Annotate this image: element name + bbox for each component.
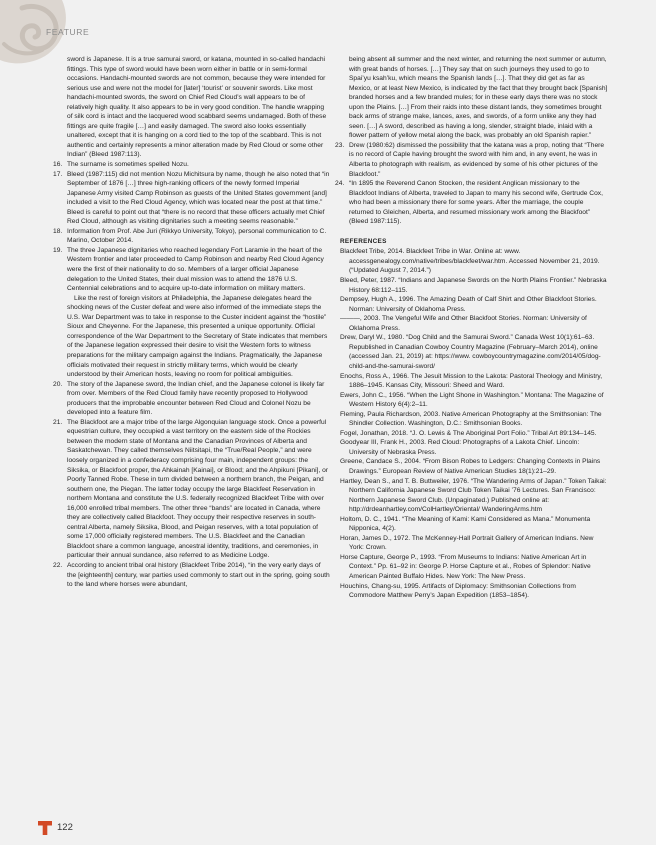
endnote-number: 19. xyxy=(53,246,63,254)
reference-entry: Horse Capture, George P., 1993. “From Museums to Indians: Native American Art in Context.” Pp. 61–92 in: George P. Horse Capture et al., Robes of Splendor: Native American Painted Buffalo Hides. New York: The New Press. xyxy=(340,553,591,580)
endnote xyxy=(335,141,608,179)
note-text: Like the rest of foreign visitors at Philadelphia, the Japanese delegates heard the shocking news of the Custer defeat and were also informed of the immediate steps the U.S. War Department was to take in response to the Custer incident against the “hostile” Sioux and Cheyenne. For the Japanese, this presented a unique opportunity. Official correspondence of the War Department to the Secretary of State indicates that members of the Japanese legation expressed their desire to visit the Western forts to witness preparations for the military campaign against the Indians. Pragmatically, the Japanese officials motivated their request in strictly military terms, which would be clearly understood by their American hosts, leaving no room for political ambiguities. xyxy=(67,294,328,379)
endnote xyxy=(53,227,330,246)
page-number: 122 xyxy=(57,822,73,833)
reference-entry: Greene, Candace S., 2004. “From Bison Robes to Ledgers: Changing Contexts in Plains Drawings.” European Review of Native American Studies 18(1):21–29. xyxy=(340,458,601,475)
note-paragraph xyxy=(58,294,330,380)
endnote-number: 17. xyxy=(53,170,63,178)
reference-entry: Enochs, Ross A., 1966. The Jesuit Mission to the Lakota: Pastoral Theology and Ministry, 1886–1945. Kansas City, Missouri: Sheed and Ward. xyxy=(340,372,603,390)
note-continuation xyxy=(340,55,608,141)
endnote xyxy=(335,179,608,227)
endnote-number: 24. xyxy=(335,180,345,188)
endnote-number: 20. xyxy=(53,380,63,388)
endnote-number: 18. xyxy=(53,227,63,235)
endnote xyxy=(53,246,330,294)
note-text: Bleed (1987:115) did not mention Nozu Michitsura by name, though he also noted that “in September of 1876 […] three high-ranking officers of the newly formed Imperial Japanese Army visited Camp Robinson as guests of the United States government [and] included a visit to the Red Cloud Agency, which was located near the post at that time.” Bleed is careful to point out that “there is no record that these officers actually met Chief Red Cloud, although as visiting dignitaries such a meeting seems reasonable.” xyxy=(67,170,330,226)
endnote xyxy=(53,380,330,418)
reference-entry: Goodyear III, Frank H., 2003. Red Cloud: Photographs of a Lakota Chief. Lincoln: University of Nebraska Press. xyxy=(340,439,580,456)
endnote xyxy=(53,418,330,561)
reference-entry: Blackfeet Tribe, 2014. Blackfeet Tribe in War. Online at: www. accessgenealogy.com/native/tribes/blackfeet/war.htm. Accessed November 21, 2019. (“Updated August 7, 2014.”) xyxy=(340,248,600,275)
reference-entry: Fleming, Paula Richardson, 2003. Native American Photography at the Smithsonian: The Shindler Collection. Washington, D.C.: Smithsonian Books. xyxy=(340,410,602,428)
references-list xyxy=(340,247,608,600)
reference-entry: Hartley, Dean S., and T. B. Buttweiler, 1976. “The Wandering Arms of Japan.” Token Taikai: Northern California Japanese Sword Club Token Taikai ’76 Lectures. San Francisco: Northern Japanese Sword Club. (Unpaginated.) Published online at: http://drdeanhartley.com/ColHartley/Oriental/ WanderingArms.htm xyxy=(340,477,607,514)
endnote-number: 21. xyxy=(53,418,63,426)
note-text: “In 1895 the Reverend Canon Stocken, the resident Anglican missionary to the Blackfoot Indians of Alberta, traveled to Japan to marry his second wife, Gertrude Cox, who had been a missionary there for some years. After the marriage, the couple returned to Gleichen, Alberta, and resumed missionary work among the Blackfoot” (Bleed 1987:115). xyxy=(349,180,603,226)
note-continuation xyxy=(58,55,330,160)
note-text: The Blackfoot are a major tribe of the large Algonquian language stock. Once a powerful equestrian culture, they occupied a vast territory on the eastern side of the Rockies between the modern state of Montana and the Canadian Provinces of Alberta and Saskatchewan. They called themselves Niitsitapi, the “True/Real People,” and were loosely organized in a confederacy comprising four main, independent groups: the Siksika, or Blackfoot proper, the Ahkainah [Kainai], or Blood; and the Ahpikuni [Pikani], or Poorly Tanned Robe. These in turn divided between a northern branch, the Peigan, and southern one, the Piegan. The latter today occupy the large Blackfeet Reservation in northern Montana and constitute the U.S. federally recognized Blackfeet Tribe with over 16,000 enrolled tribal members. The other three “bands” are located in Canada, where they are collectively called Blackfoot. They occupy their respective reserves in south-central Alberta, namely Siksika, Blood, and Peigan reserves, with a total population of some 17,000 officially registered members. The U.S. Blackfeet and the Canadian Blackfoot share a common language, ancestral identity, traditions, and ceremonies, in particular their annual sundance, also referred to as Medicine Lodge. xyxy=(67,418,328,560)
t-logo-icon xyxy=(38,821,52,835)
note-text: sword is Japanese. It is a true samurai sword, or katana, mounted in so-called handachi fittings. This type of sword would have been worn either in battle or in semi-formal occasions. Handachi-mounted swords are not common, because they were intended for serious use and were not the model for [later] ‘tourist’ or souvenir swords. Like most handachi-mounted swords, the sword on Chief Red Cloud’s wall appears to be of relatively high quality. It also appears to be in very good condition. The handle wrapping of silk cord is intact and the lacquered wood scabbard seems undamaged. Both of these fittings are quite fragile […] and easily damaged. The sword also looks essentially unaltered, except that it is hanging on a cord tied to the top of the scabbard. This is not authentic and certainly represents a minor alteration made by Red Cloud or some other Indian” (Bleed 1987:113). xyxy=(67,56,327,159)
reference-entry: Horan, James D., 1972. The McKenney-Hall Portrait Gallery of American Indians. New York: Crown. xyxy=(340,534,594,552)
endnote xyxy=(53,561,330,590)
endnote xyxy=(53,170,330,227)
endnote-number: 16. xyxy=(53,161,63,169)
note-text: According to ancient tribal oral history (Blackfeet Tribe 2014), “in the very early days of the [eighteenth] century, war parties used commonly to start out in the spring, going south to the land where horses were abundant, xyxy=(67,561,330,589)
note-text: The three Japanese dignitaries who reached legendary Fort Laramie in the heart of the Western frontier and later proceeded to Camp Robinson and nearby Red Cloud Agency were the first of their nationality to do so. Members of a larger official Japanese delegation to the United States, their dual mission was to attend the 1876 U.S. Centennial celebrations and to acquire up-to-date information on military matters. xyxy=(67,246,324,293)
note-text: The story of the Japanese sword, the Indian chief, and the Japanese colonel is likely far from over. Members of the Red Cloud family have recently proposed to Hollywood producers that the improbable encounter between Red Cloud and Colonel Nozu be developed into a feature film. xyxy=(67,380,325,417)
reference-entry: Holtom, D. C., 1941. “The Meaning of Kami: Kami Considered as Mana.” Monumenta Nipponica, 4(2). xyxy=(340,515,591,533)
note-text: Information from Prof. Abe Juri (Rikkyo University, Tokyo), personal communication to C. Marino, October 2014. xyxy=(67,227,327,245)
reference-entry: Houchins, Chang-su, 1995. Artifacts of Diplomacy: Smithsonian Collections from Commodore Matthew Perry’s Japan Expedition (1853–1854). xyxy=(340,582,576,600)
right-column xyxy=(335,55,608,601)
left-column xyxy=(53,55,330,590)
right-column-notes xyxy=(335,55,608,227)
endnote-number: 22. xyxy=(53,561,63,569)
endnote xyxy=(53,160,330,170)
references-heading: REFERENCES xyxy=(340,237,387,245)
reference-entry: Fogel, Jonathan, 2018. “J. O. Lewis & The Aboriginal Port Folio.” Tribal Art 89:134–145. xyxy=(340,429,597,437)
note-text: The surname is sometimes spelled Nozu. xyxy=(67,161,189,169)
reference-entry: ———, 2003. The Vengeful Wife and Other Blackfoot Stories. Norman: University of Oklahoma Press. xyxy=(340,315,587,332)
note-text: Drew (1980:62) dismissed the possibility that the katana was a prop, noting that “There is no record of Caple having brought the sword with him and, in any event, he was in Alberta to photograph with realism, as evidenced by some of his other pictures of the Blackfoot.” xyxy=(349,141,605,178)
endnote-number: 23. xyxy=(335,141,345,149)
reference-entry: Ewers, John C., 1956. “When the Light Shone in Washington.” Montana: The Magazine of Western History 6(4):2–11. xyxy=(340,391,604,409)
reference-entry: Dempsey, Hugh A., 1996. The Amazing Death of Calf Shirt and Other Blackfoot Stories. Norman: University of Oklahoma Press. xyxy=(340,296,597,313)
reference-entry: Bleed, Peter, 1987. “Indians and Japanese Swords on the North Plains Frontier.” Nebraska History 68:112–115. xyxy=(340,277,607,294)
note-text: being absent all summer and the next winter, and returning the next summer or autumn, with great bands of horses. […] They say that on such journeys they used to go to Spai’yu ksah’ku, which means the Spanish lands […]. That they did get as far as Mexico, or at least New Mexico, is indicated by the fact that they brought back [Spanish] branded horses and a few branded mules; for in these early days there was no stock upon the Plains. […] From their raids into these distant lands, they sometimes brought back arms of strange make, lances, axes, and swords, of a form unlike any they had seen. […] A sword, described as having a long, slender, straight blade, inlaid with a flower pattern of yellow metal along the back, was probably an old Spanish rapier.” xyxy=(349,56,608,140)
reference-entry: Drew, Daryl W., 1980. “Dog Child and the Samurai Sword.” Canada West 10(1):61–63. Republished in Canadian Cowboy Country Magazine (February–March 2014), online (accessed Jan. 21, 2019) at: https://www. cowboycountrymagazine.com/2014/05/dog-child-and-the-samurai-sword/ xyxy=(340,334,601,370)
section-label: FEATURE xyxy=(46,27,90,37)
